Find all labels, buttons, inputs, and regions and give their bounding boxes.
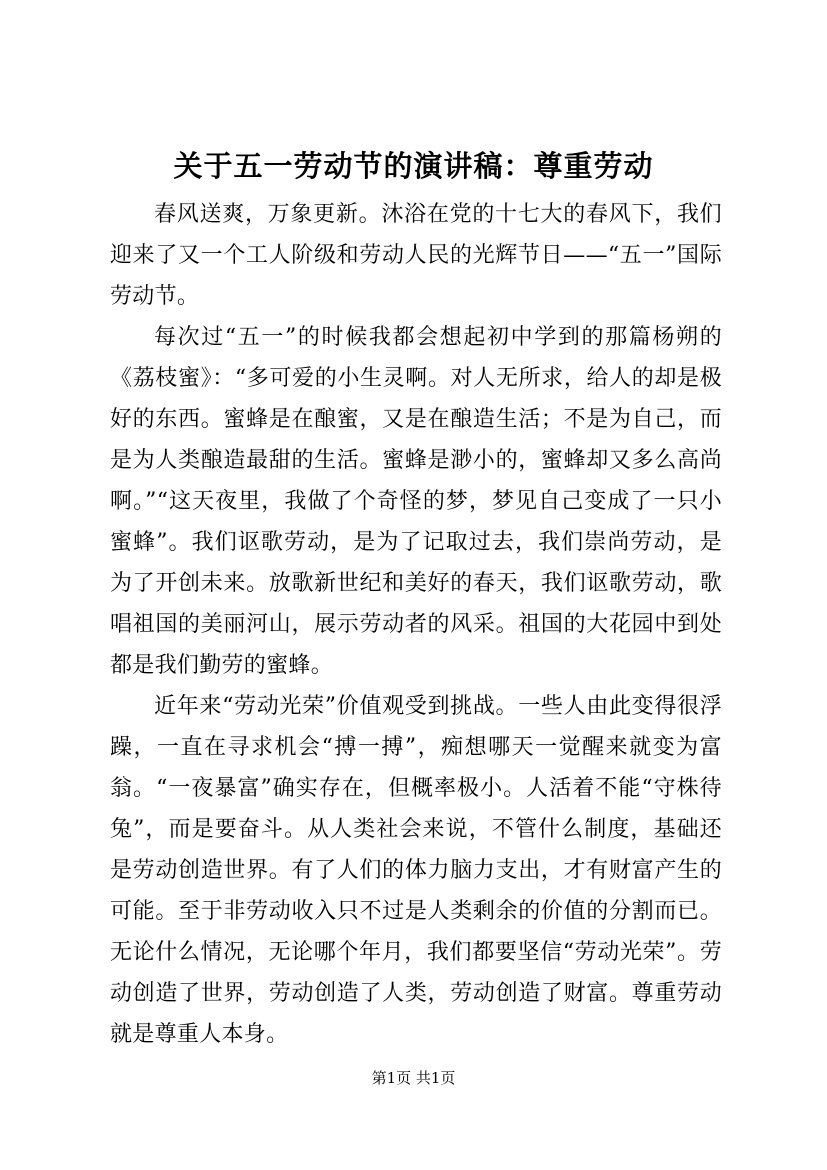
paragraph-1: 春风送爽，万象更新。沐浴在党的十七大的春风下，我们迎来了又一个工人阶级和劳动人民的光辉节日——“五一”国际劳动节。 (110, 202, 722, 309)
document-title: 关于五一劳动节的演讲稿：尊重劳动 (173, 149, 654, 183)
paragraph-3: 近年来“劳动光荣”价值观受到挑战。一些人由此变得很浮躁，一直在寻求机会“搏一搏”，痴想哪天一觉醒来就变为富翁。“一夜暴富”确实存在，但概率极小。人活着不能“守株待兔”，而是要奋斗。从人类社会来说，不管什么制度，基础还是劳动创造世界。有了人们的体力脑力支出，才有财富产生的可能。至于非劳动收入只不过是人类剩余的价值的分割而已。无论什么情况，无论哪个年月，我们都要坚信“劳动光荣”。劳动创造了世界，劳动创造了人类，劳动创造了财富。尊重劳动就是尊重人本身。 (110, 694, 722, 1047)
document-body (110, 194, 722, 1055)
page-number-footer: 第1页 共1页 (371, 1069, 456, 1087)
paragraph-2: 每次过“五一”的时候我都会想起初中学到的那篇杨朔的《荔枝蜜》：“多可爱的小生灵啊。对人无所求，给人的却是极好的东西。蜜蜂是在酿蜜，又是在酿造生活；不是为自己，而是为人类酿造最甜的生活。蜜蜂是渺小的，蜜蜂却又多么高尚啊。”“这天夜里，我做了个奇怪的梦，梦见自己变成了一只小蜜蜂”。我们讴歌劳动，是为了记取过去，我们崇尚劳动，是为了开创未来。放歌新世纪和美好的春天，我们讴歌劳动，歌唱祖国的美丽河山，展示劳动者的风采。祖国的大花园中到处都是我们勤劳的蜜蜂。 (110, 325, 722, 678)
